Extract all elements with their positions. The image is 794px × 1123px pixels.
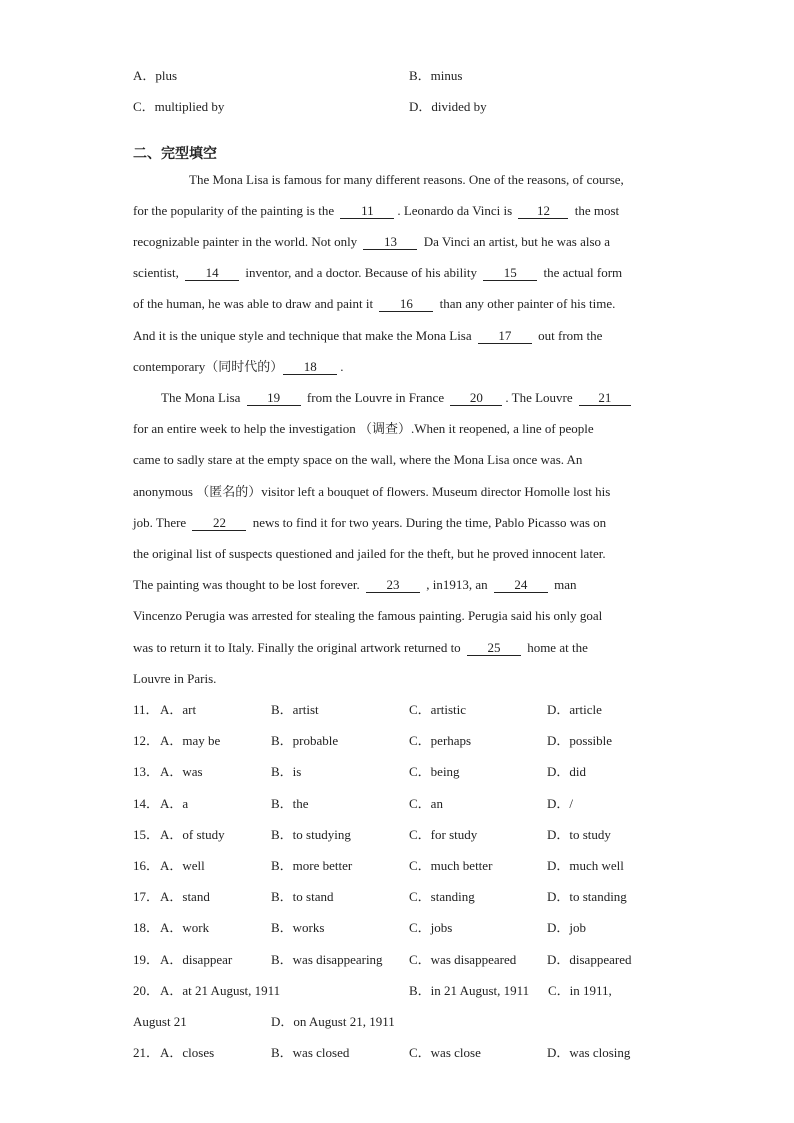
option-a: A．work xyxy=(160,920,210,935)
passage-text: man xyxy=(554,577,577,592)
blank-20: 20 xyxy=(450,390,502,406)
prev-option-d: D．divided by xyxy=(409,99,487,114)
passage-line-16 xyxy=(133,638,663,658)
option-a: A．stand xyxy=(160,889,210,904)
blank-12: 12 xyxy=(518,203,568,219)
passage-text: The painting was thought to be lost forever. xyxy=(133,577,360,592)
section-title: 二、完型填空 xyxy=(133,146,217,162)
option-c: C．was close xyxy=(409,1045,481,1060)
option-d: D．did xyxy=(547,764,587,779)
option-d: D．much well xyxy=(547,858,624,873)
option-b: B．more better xyxy=(271,858,353,873)
passage-text: the actual form xyxy=(543,265,623,280)
passage-text: home at the xyxy=(527,640,588,655)
passage-line-6 xyxy=(133,326,663,346)
question-number: 13． xyxy=(133,764,160,779)
option-d: D．was closing xyxy=(547,1045,631,1060)
option-b: B．artist xyxy=(271,702,319,717)
passage-text: The Mona Lisa is famous for many different reasons. One of the reasons, of course, xyxy=(189,172,624,187)
option-c: C．standing xyxy=(409,889,475,904)
passage-text: Louvre in Paris. xyxy=(133,671,217,686)
question-number: 17． xyxy=(133,889,160,904)
passage-text: The Mona Lisa xyxy=(161,390,241,405)
prev-option-c: C．multiplied by xyxy=(133,99,225,114)
option-b: B．the xyxy=(271,796,309,811)
blank-19: 19 xyxy=(247,390,301,406)
option-a: A．of study xyxy=(160,827,225,842)
option-c: C．an xyxy=(409,796,443,811)
blank-24: 24 xyxy=(494,577,548,593)
option-a: A．at 21 August, 1911 xyxy=(160,983,281,998)
passage-line-17 xyxy=(133,669,663,689)
passage-text: for the popularity of the painting is the xyxy=(133,203,335,218)
option-a: A．disappear xyxy=(160,952,233,967)
option-b: B．was closed xyxy=(271,1045,350,1060)
blank-17: 17 xyxy=(478,328,532,344)
question-number: 18． xyxy=(133,920,160,935)
passage-line-15 xyxy=(133,606,663,626)
passage-text: Da Vinci an artist, but he was also a xyxy=(423,234,611,249)
option-c: C．artistic xyxy=(409,702,467,717)
passage-line-7 xyxy=(133,357,663,377)
passage-text: inventor, and a doctor. Because of his ability xyxy=(245,265,477,280)
option-b: B．to studying xyxy=(271,827,351,842)
question-number: 16． xyxy=(133,858,160,873)
option-b: B．to stand xyxy=(271,889,334,904)
passage-text: recognizable painter in the world. Not only xyxy=(133,234,358,249)
option-d: D．/ xyxy=(547,796,574,811)
blank-16: 16 xyxy=(379,296,433,312)
passage-text: . xyxy=(340,359,344,374)
passage-line-9 xyxy=(133,419,663,439)
option-d: D．possible xyxy=(547,733,613,748)
question-number: 14． xyxy=(133,796,160,811)
passage-text: Vincenzo Perugia was arrested for stealing the famous painting. Perugia said his only goal xyxy=(133,608,603,623)
passage-text: was to return it to Italy. Finally the original artwork returned to xyxy=(133,640,461,655)
option-c: C．in 1911, xyxy=(548,983,612,998)
passage-line-5 xyxy=(133,294,663,314)
question-number: 11． xyxy=(133,702,159,717)
prev-option-a: A．plus xyxy=(133,68,178,83)
passage-text: anonymous （匿名的）visitor left a bouquet of flowers. Museum director Homolle lost his xyxy=(133,484,611,499)
passage-text: , in1913, an xyxy=(426,577,488,592)
question-number: 12． xyxy=(133,733,160,748)
option-a: A．closes xyxy=(160,1045,215,1060)
option-c: C．was disappeared xyxy=(409,952,517,967)
option-d: D．article xyxy=(547,702,602,717)
passage-text: And it is the unique style and technique that make the Mona Lisa xyxy=(133,328,472,343)
passage-text: . The Louvre xyxy=(505,390,573,405)
option-b: B．was disappearing xyxy=(271,952,383,967)
question-number: 15． xyxy=(133,827,160,842)
passage-text: . Leonardo da Vinci is xyxy=(397,203,513,218)
question-number: 20． xyxy=(133,983,160,998)
passage-text: for an entire week to help the investigation （调查）.When it reopened, a line of people xyxy=(133,421,594,436)
option-c: C．jobs xyxy=(409,920,453,935)
question-number: 19． xyxy=(133,952,160,967)
passage-line-1 xyxy=(189,170,663,190)
option-a: A．was xyxy=(160,764,203,779)
passage-text: scientist, xyxy=(133,265,179,280)
option-c: C．for study xyxy=(409,827,478,842)
option-d: D．on August 21, 1911 xyxy=(271,1014,395,1029)
blank-15: 15 xyxy=(483,265,537,281)
option-a: A．a xyxy=(160,796,189,811)
passage-line-12 xyxy=(133,513,663,533)
blank-14: 14 xyxy=(185,265,239,281)
blank-21: 21 xyxy=(579,390,631,406)
option-a: A．may be xyxy=(160,733,221,748)
passage-text: the original list of suspects questioned and jailed for the theft, but he proved innocent later. xyxy=(133,546,606,561)
passage-text: the most xyxy=(574,203,620,218)
option-d: D．to study xyxy=(547,827,611,842)
passage-line-13 xyxy=(133,544,663,564)
blank-25: 25 xyxy=(467,640,521,656)
option-c: C．perhaps xyxy=(409,733,472,748)
option-a: A．art xyxy=(160,702,197,717)
passage-text: from the Louvre in France xyxy=(306,390,445,405)
blank-11: 11 xyxy=(340,203,394,219)
passage-text: job. There xyxy=(133,515,187,530)
passage-line-10 xyxy=(133,450,663,470)
option-d: D．to standing xyxy=(547,889,627,904)
option-c: C．much better xyxy=(409,858,493,873)
passage-line-4 xyxy=(133,263,663,283)
passage-text: of the human, he was able to draw and paint it xyxy=(133,296,374,311)
option-b: B．probable xyxy=(271,733,339,748)
passage-line-2 xyxy=(133,201,663,221)
question-number: 21． xyxy=(133,1045,160,1060)
passage-text: news to find it for two years. During the time, Pablo Picasso was on xyxy=(252,515,607,530)
option-b: B．in 21 August, 1911 xyxy=(409,983,530,998)
option-b: B．works xyxy=(271,920,325,935)
passage-line-3 xyxy=(133,232,663,252)
option-c: C．being xyxy=(409,764,460,779)
passage-line-11 xyxy=(133,482,663,502)
blank-18: 18 xyxy=(283,359,337,375)
passage-line-14 xyxy=(133,575,663,595)
option-a: A．well xyxy=(160,858,205,873)
option-b: B．is xyxy=(271,764,302,779)
passage-text: than any other painter of his time. xyxy=(439,296,616,311)
blank-13: 13 xyxy=(363,234,417,250)
option-d: D．disappeared xyxy=(547,952,632,967)
blank-23: 23 xyxy=(366,577,420,593)
passage-text: came to sadly stare at the empty space on the wall, where the Mona Lisa once was. An xyxy=(133,452,583,467)
passage-line-8 xyxy=(161,388,663,408)
prev-option-b: B．minus xyxy=(409,68,463,83)
passage-text: contemporary（同时代的） xyxy=(133,359,284,374)
option-c-continued: August 21 xyxy=(133,1014,187,1029)
passage-text: out from the xyxy=(538,328,603,343)
blank-22: 22 xyxy=(192,515,246,531)
option-d: D．job xyxy=(547,920,587,935)
